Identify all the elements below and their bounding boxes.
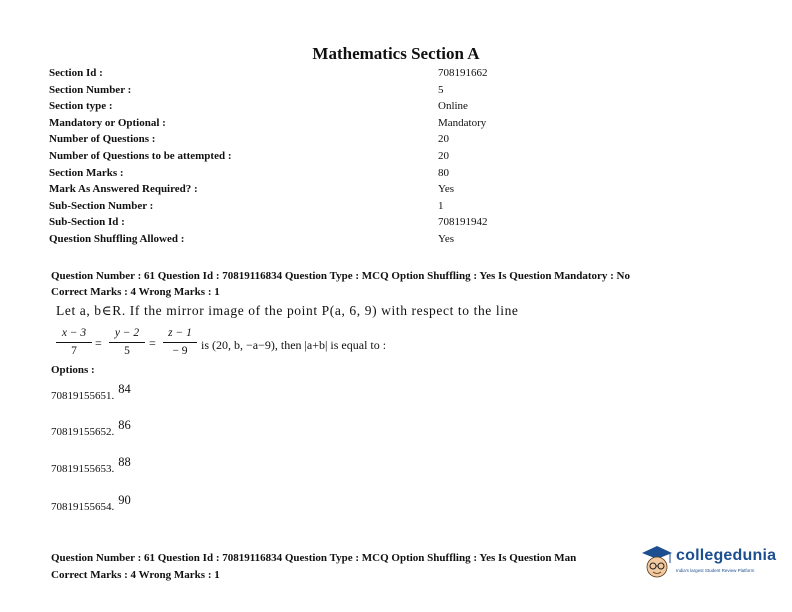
question-text-line1: Let a, b∈R. If the mirror image of the point P(a, 6, 9) with respect to the line <box>56 303 519 318</box>
meta-row <box>49 150 549 166</box>
equals-sign: = <box>149 336 156 350</box>
meta-value: Online <box>438 100 468 113</box>
next-question-header: Question Number : 61 Question Id : 70819116834 Question Type : MCQ Option Shuffling : Yes Is Question Man <box>51 552 577 564</box>
option-value: 84 <box>118 382 131 396</box>
meta-label: Sub-Section Number : <box>49 199 154 212</box>
fraction-y <box>109 327 145 357</box>
options-label: Options : <box>51 364 95 376</box>
meta-label: Number of Questions : <box>49 133 156 146</box>
fraction-numerator: x − 3 <box>61 327 87 339</box>
fraction-denominator: 7 <box>71 345 77 357</box>
meta-label: Section Marks : <box>49 166 124 179</box>
meta-row <box>49 216 549 232</box>
meta-label: Number of Questions to be attempted : <box>49 150 232 162</box>
question-text-line2: is (20, b, −a−9), then |a+b| is equal to : <box>201 338 387 352</box>
logo-wordmark: collegedunia <box>676 547 777 564</box>
meta-label: Mandatory or Optional : <box>49 116 166 129</box>
meta-value: Mandatory <box>438 116 487 129</box>
meta-row <box>49 117 549 133</box>
meta-label: Section type : <box>49 100 113 113</box>
next-question-marks: Correct Marks : 4 Wrong Marks : 1 <box>51 569 220 581</box>
option-item[interactable] <box>51 493 131 514</box>
meta-row <box>49 167 549 183</box>
meta-value: Yes <box>438 183 455 196</box>
meta-row <box>49 67 549 83</box>
meta-label: Section Number : <box>49 83 132 96</box>
page-title: Mathematics Section A <box>312 44 480 63</box>
option-item[interactable] <box>51 455 131 476</box>
fraction-bar <box>109 342 145 343</box>
fraction-x <box>56 327 92 357</box>
fraction-bar <box>56 342 92 343</box>
fraction-z <box>163 327 197 357</box>
option-item[interactable] <box>51 418 131 439</box>
meta-label: Section Id : <box>49 67 103 79</box>
option-id: 70819155654. <box>51 501 115 513</box>
meta-label: Mark As Answered Required? : <box>49 183 198 196</box>
question-header: Question Number : 61 Question Id : 70819116834 Question Type : MCQ Option Shuffling : Yes Is Question Mandatory : No <box>51 270 630 282</box>
option-id: 70819155653. <box>51 463 115 475</box>
option-value: 90 <box>118 493 131 507</box>
meta-row <box>49 233 549 249</box>
meta-row <box>49 100 549 116</box>
option-id: 70819155651. <box>51 390 115 402</box>
meta-value: 708191942 <box>438 216 488 229</box>
meta-label: Sub-Section Id : <box>49 216 125 229</box>
option-item[interactable] <box>51 382 131 403</box>
meta-value: 20 <box>438 133 449 146</box>
fraction-denominator: − 9 <box>172 345 188 357</box>
meta-label: Question Shuffling Allowed : <box>49 233 185 245</box>
meta-row <box>49 183 549 199</box>
meta-value: 5 <box>438 83 444 96</box>
equals-sign: = <box>95 336 102 350</box>
fraction-numerator: y − 2 <box>114 327 140 339</box>
meta-value: 20 <box>438 150 449 162</box>
meta-value: 708191662 <box>438 67 488 79</box>
option-id: 70819155652. <box>51 426 115 438</box>
meta-value: Yes <box>438 233 455 245</box>
question-marks: Correct Marks : 4 Wrong Marks : 1 <box>51 286 220 298</box>
option-value: 86 <box>118 418 131 432</box>
meta-row <box>49 200 549 216</box>
fraction-numerator: z − 1 <box>168 327 192 339</box>
fraction-bar <box>163 342 197 343</box>
meta-row <box>49 84 549 100</box>
option-value: 88 <box>118 455 131 469</box>
fraction-denominator: 5 <box>124 345 130 357</box>
meta-row <box>49 133 549 149</box>
meta-value: 80 <box>438 166 449 179</box>
logo-tagline: India's largest Student Review Platform <box>676 568 755 573</box>
meta-value: 1 <box>438 199 444 212</box>
